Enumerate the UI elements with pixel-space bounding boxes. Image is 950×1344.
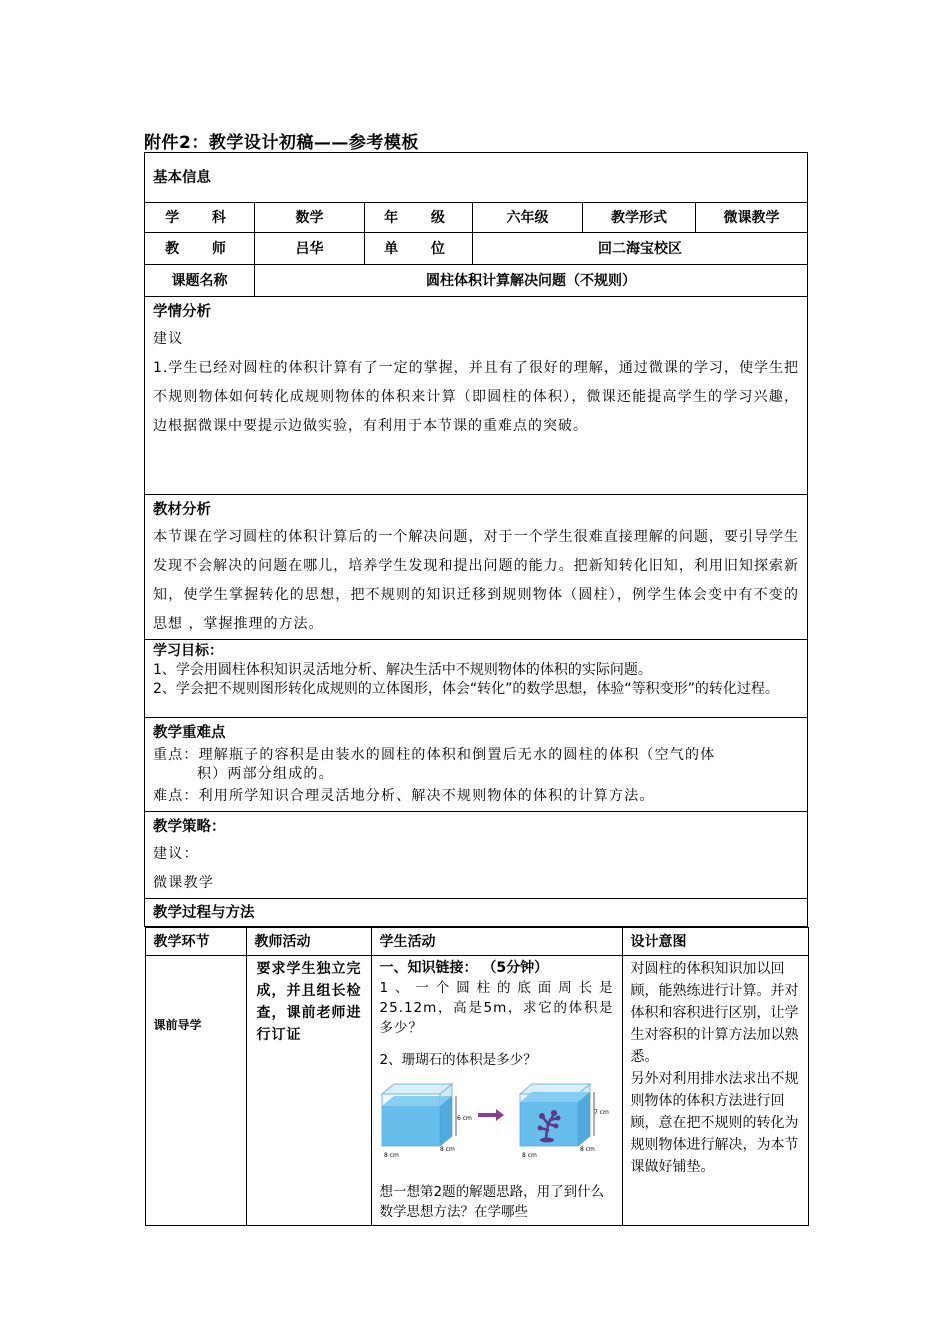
key-points-section: [145, 718, 808, 812]
key-point-focus: [153, 746, 799, 784]
process-subtable-wrap: [145, 927, 808, 1227]
left-container: [382, 1084, 472, 1159]
learner-analysis-heading: 学情分析: [153, 304, 211, 320]
objectives-section: [145, 640, 808, 718]
topic-label: 课题名称: [145, 265, 255, 297]
form-value: 微课教学: [696, 203, 808, 233]
learner-analysis-sub: 建议: [153, 331, 184, 347]
design-intent-2: 另外对利用排水法求出不规则物体的体积方法进行回顾，意在把不规则的转化为规则物体进行解决，为本节课做好铺垫。: [630, 1071, 799, 1175]
objectives-heading: 学习目标：: [153, 643, 223, 659]
teacher-activity-cell: 要求学生独立完成，并且组长检查，课前老师进行订证: [246, 956, 371, 1226]
form-label: 教学形式: [583, 203, 696, 233]
right-bottom-label: 8 cm: [521, 1152, 537, 1159]
lesson-plan-table: [144, 152, 807, 1226]
unit-label: 单 位: [365, 233, 473, 265]
subject-label: 学 科: [145, 203, 255, 233]
key-point-difficulty: 难点：利用所学知识合理灵活地分析、解决不规则物体的体积的计算方法。: [153, 788, 655, 804]
process-heading: 教学过程与方法: [145, 899, 808, 927]
process-col-stage: 教学环节: [145, 928, 246, 956]
process-col-intent: 设计意图: [622, 928, 808, 956]
student-question-1: 1、一个圆柱的底面周长是25.12m，高是5m，求它的体积是多少？: [379, 980, 614, 1036]
student-activity-heading: 一、知识链接： （5分钟）: [379, 960, 549, 976]
material-analysis-heading: 教材分析: [153, 502, 211, 518]
process-table: [145, 927, 809, 1226]
design-intent-cell: [622, 956, 808, 1226]
objective-item-1: 1、学会用圆柱体积知识灵活地分析、解决生活中不规则物体的体积的实际问题。: [153, 662, 652, 678]
key-points-heading: 教学重难点: [153, 725, 226, 741]
teacher-label: 教 师: [145, 233, 255, 265]
process-col-teacher: 教师活动: [246, 928, 371, 956]
teacher-value: 吕华: [255, 233, 365, 265]
grade-value: 六年级: [473, 203, 583, 233]
topic-value: 圆柱体积计算解决问题（不规则）: [255, 265, 808, 297]
right-container: [520, 1084, 609, 1159]
basic-info-heading: 基本信息: [145, 153, 808, 203]
right-height-label: 7 cm: [593, 1109, 609, 1116]
left-side-label: 8 cm: [439, 1146, 455, 1153]
left-bottom-label: 8 cm: [383, 1152, 399, 1159]
strategy-section: [145, 812, 808, 899]
student-followup: 想一想第2题的解题思路，用了到什么数学思想方法？在学哪些: [379, 1184, 605, 1220]
process-col-student: 学生活动: [371, 928, 622, 956]
learner-analysis-section: [145, 297, 808, 495]
left-water: [382, 1106, 440, 1146]
strategy-heading: 教学策略：: [153, 819, 226, 835]
process-stage-cell: 课前导学: [145, 956, 246, 1226]
learner-analysis-text: 1.学生已经对圆柱的体积计算有了一定的掌握，并且有了很好的理解，通过微课的学习，使学生把不规则物体如何转化成规则物体的体积来计算（即圆柱的体积），微课还能提高学生的学习兴趣，边根据微课中要提示边做实验，有利用于本节课的重难点的突破。: [153, 360, 799, 434]
material-analysis-text: 本节课在学习圆柱的体积计算后的一个解决问题，对于一个学生很难直接理解的问题，要引导学生发现不会解决的问题在哪儿，培养学生发现和提出问题的能力。把新知转化旧知，利用旧知探索新知，使学生掌握转化的思想，把不规则的知识迁移到规则物体（圆柱），例学生体会变中有不变的思想 ，掌握推理的方法。: [153, 529, 799, 632]
left-height-label: 6 cm: [456, 1115, 472, 1122]
material-analysis-section: [145, 495, 808, 640]
unit-value: 回二海宝校区: [473, 233, 808, 265]
main-table: [144, 152, 808, 1226]
student-question-2: 2、珊瑚石的体积是多少？: [379, 1052, 537, 1068]
strategy-value: 微课教学: [153, 875, 215, 891]
subject-value: 数学: [255, 203, 365, 233]
student-activity-cell: [371, 956, 622, 1226]
key-point-focus-line1: 重点：理解瓶子的容积是由装水的圆柱的体积和倒置后无水的圆柱的体积（空气的体: [153, 747, 716, 763]
objective-item-2: 2、学会把不规则图形转化成规则的立体图形，体会“转化”的数学思想，体验“等积变形”的转化过程。: [153, 681, 779, 697]
strategy-sub: 建议：: [153, 846, 199, 862]
key-point-focus-line2: 积）两部分组成的。: [197, 766, 334, 782]
grade-label: 年 级: [365, 203, 473, 233]
coral-volume-figure: [380, 1078, 614, 1160]
transform-arrow-icon: [478, 1109, 504, 1121]
document-title: 附件2：教学设计初稿——参考模板: [144, 133, 419, 153]
design-intent-1: 对圆柱的体积知识加以回顾，能熟练进行计算。并对体积和容积进行区别，让学生对容积的计算方法加以熟悉。: [630, 961, 799, 1065]
right-side-label: 8 cm: [579, 1146, 595, 1153]
